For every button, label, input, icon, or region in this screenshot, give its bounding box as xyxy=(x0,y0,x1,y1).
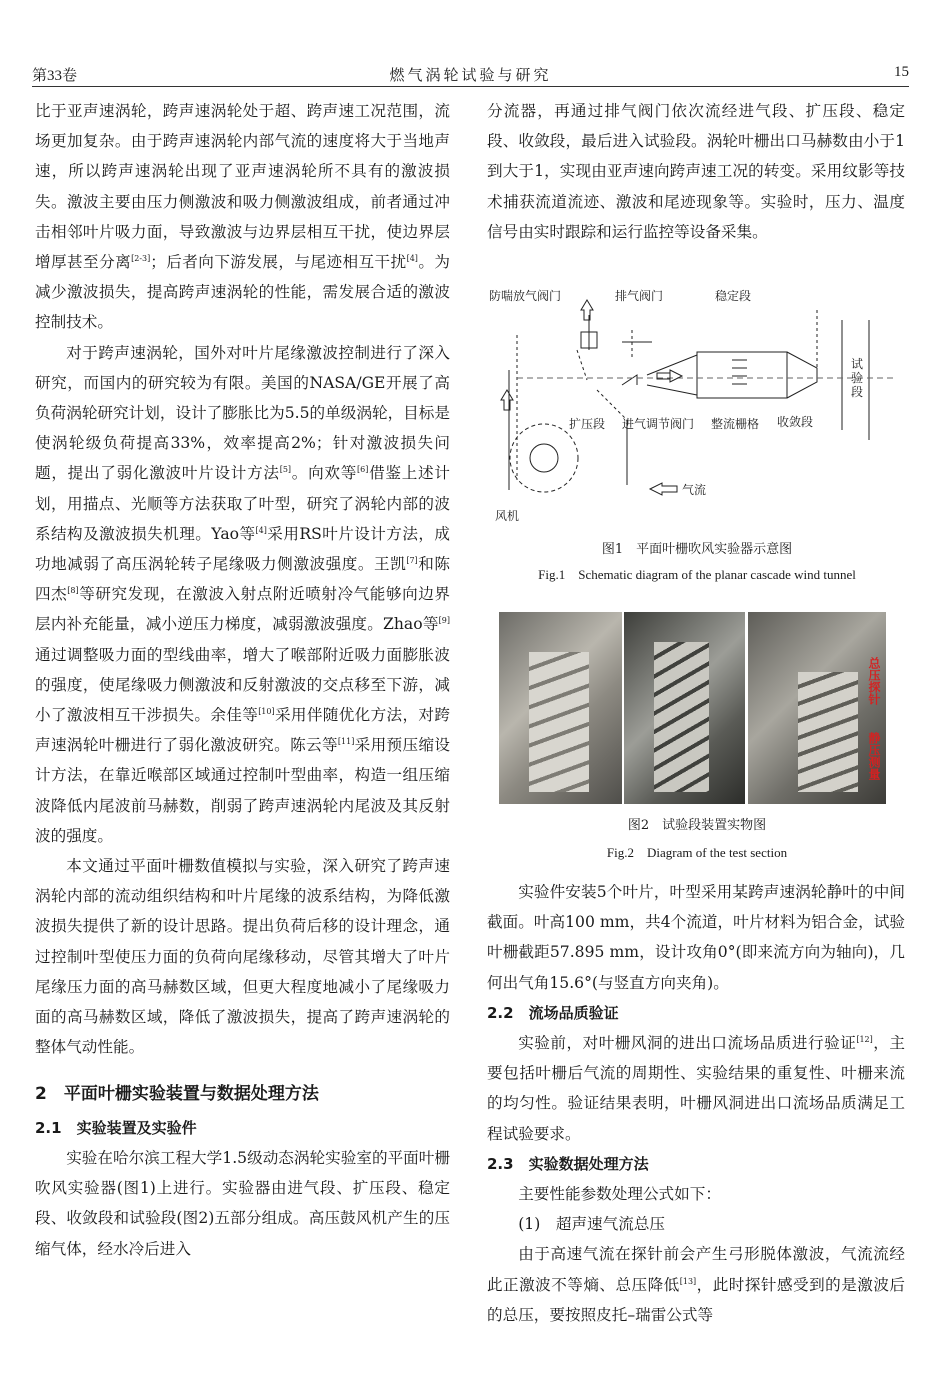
up-arrow-icon xyxy=(581,300,593,320)
right-column-top xyxy=(487,96,905,247)
label-test-3: 段 xyxy=(851,385,864,399)
paragraph: 本文通过平面叶栅数值模拟与实验，深入研究了跨声速涡轮内部的流动组织结构和叶片尾缘的波系结构，为降低激波损失提供了新的设计思路。提出负荷后移的设计理念，通过控制叶型使压力面的负荷向尾缘移动，尽管其增大了叶片尾缘压力面的高马赫数区域，但更大程度地减小了尾缘吸力面的高马赫数区域，降低了激波损失，提高了跨声速涡轮的整体气动性能。 xyxy=(35,857,450,1057)
left-column xyxy=(35,96,450,1264)
citation: [4] xyxy=(406,254,418,264)
test-section-photo-3 xyxy=(748,612,886,804)
paragraph: 分流器，再通过排气阀门依次流经进气段、扩压段、稳定段、收敛段，最后进入试验段。涡轮叶栅出口马赫数由小于1到大于1，实现由亚声速向跨声速工况的转变。采用纹影等技术捕获流道流迹、激波和尾迹现象等。实验时，压力、温度信号由实时跟踪和运行监控等设备采集。 xyxy=(487,102,905,241)
subsection-heading: 2.1 实验装置及实验件 xyxy=(35,1118,197,1137)
label-airflow: 气流 xyxy=(682,483,707,497)
section-heading: 2 平面叶栅实验装置与数据处理方法 xyxy=(35,1083,319,1104)
page-header xyxy=(32,60,909,87)
paragraph: 对于跨声速涡轮，国外对叶片尾缘激波控制进行了深入研究，而国内的研究较为有限。美国的NASA/GE开展了高负荷涡轮研究计划，设计了膨胀比为5.5的单级涡轮，目标是使涡轮级负荷提高33%，效率提高2%；针对激波损失问题，提出了弱化激波叶片设计方法[5]。向欢等[6]借鉴上述计划，用描点、光顺等方法获取了叶型，研究了涡轮内部的波系结构及激波损失机理。Yao等[4]采用RS叶片设计方法，成功地减弱了高压涡轮转子尾缘吸力侧激波强度。王凯[7]和陈四杰[8]等研究发现，在激波入射点附近喷射冷气能够向边界层内补充能量，减小逆压力梯度，减弱激波强度。Zhao等[9]通过调整吸力面的型线曲率，增大了喉部附近吸力面膨胀波的强度，使尾缘吸力侧激波和反射激波的交点移至下游，减小了激波相互干涉损失。余佳等[10]采用伴随优化方法，对跨声速涡轮叶栅进行了弱化激波研究。陈云等[11]采用预压缩设计方法，在靠近喉部区域通过控制叶型曲率，构造一组压缩波降低内尾波前马赫数，削弱了跨声速涡轮内尾波及其反射波的强度。 xyxy=(35,343,450,845)
volume-label: 第33卷 xyxy=(32,68,78,84)
right-column-bottom xyxy=(487,877,905,1330)
citation: [5] xyxy=(279,465,292,475)
citation: [10] xyxy=(258,707,275,717)
flow-arrow-icon xyxy=(657,370,682,382)
page-number: 15 xyxy=(894,64,909,80)
label-inlet-valve: 进气调节阀门 xyxy=(622,417,695,431)
figure-1 xyxy=(487,280,907,590)
paragraph: 实验件安装5个叶片，叶型采用某跨声速涡轮静叶的中间截面。叶高100 mm，共4个流道，叶片材料为铝合金，试验叶栅截距57.895 mm，设计攻角0°(即来流方向为轴向)，几何出气角15.6°(与竖直方向夹角)。 xyxy=(487,883,905,992)
label-test-2: 验 xyxy=(851,371,864,385)
label-diffuser: 扩压段 xyxy=(569,417,606,431)
citation: [4] xyxy=(255,525,267,535)
subsection-heading: 2.2 流场品质验证 xyxy=(487,1003,619,1022)
paragraph: 实验前，对叶栅风洞的进出口流场品质进行验证[12]，主要包括叶栅后气流的周期性、实验结果的重复性、叶栅来流的均匀性。验证结果表明，叶栅风洞进出口流场品质满足工程试验要求。 xyxy=(487,1034,905,1143)
label-flow-grid: 整流栅格 xyxy=(711,417,760,431)
citation: [7] xyxy=(406,556,418,566)
wind-tunnel-schematic xyxy=(487,280,907,530)
paragraph: 实验在哈尔滨工程大学1.5级动态涡轮实验室的平面叶栅吹风实验器(图1)上进行。实验器由进气段、扩压段、稳定段、收敛段和试验段(图2)五部分组成。高压鼓风机产生的压缩气体，经水冷后进入 xyxy=(35,1148,450,1258)
paragraph: 主要性能参数处理公式如下： xyxy=(518,1185,721,1204)
citation: [11] xyxy=(337,737,355,747)
citation: [12] xyxy=(856,1035,873,1045)
test-section-photo-1 xyxy=(499,612,622,804)
formula-item: (1) 超声速气流总压 xyxy=(518,1215,666,1234)
label-antisurge-valve: 防喘放气阀门 xyxy=(489,289,562,303)
airflow-arrow-icon xyxy=(650,483,677,495)
figure-2-caption-en: Fig.2 Diagram of the test section xyxy=(606,845,788,860)
label-exhaust-valve: 排气阀门 xyxy=(615,289,664,303)
figure-1-caption-en: Fig.1 Schematic diagram of the planar cascade wind tunnel xyxy=(538,567,856,582)
journal-title: 燃气涡轮试验与研究 xyxy=(389,68,552,84)
citation: [13] xyxy=(679,1276,697,1286)
paragraph: 比于亚声速涡轮，跨声速涡轮处于超、跨声速工况范围，流场更加复杂。由于跨声速涡轮内部气流的速度将大于当地声速，所以跨声速涡轮出现了亚声速涡轮所不具有的激波损失。激波主要由压力侧激波和吸力侧激波组成，前者通过冲击相邻叶片吸力面，导致激波与边界层相互干扰，使边界层增厚甚至分离[2-3]；后者向下游发展，与尾迹相互干扰[4]。为减少激波损失，提高跨声速涡轮的性能，需发展合适的激波控制技术。 xyxy=(35,102,450,332)
paragraph: 由于高速气流在探针前会产生弓形脱体激波，气流流经此正激波不等熵、总压降低[13]，此时探针感受到的是激波后的总压，要按照皮托–瑞雷公式等 xyxy=(487,1245,905,1324)
subsection-heading: 2.3 实验数据处理方法 xyxy=(487,1154,649,1173)
figure-1-caption: 图1 平面叶栅吹风实验器示意图 xyxy=(601,542,793,557)
figure-2-caption: 图2 试验段装置实物图 xyxy=(627,818,767,833)
test-section-photo-2 xyxy=(624,612,745,804)
label-fan: 风机 xyxy=(495,509,520,523)
label-test-1: 试 xyxy=(851,357,864,371)
citation: [8] xyxy=(67,586,79,596)
label-static-pressure: 静压测量 xyxy=(867,732,881,780)
citation: [6] xyxy=(357,465,369,475)
up-arrow-icon xyxy=(501,390,513,410)
label-total-pressure-probe: 总压探针 xyxy=(867,657,881,705)
label-stable-section: 稳定段 xyxy=(715,289,752,303)
label-converge: 收敛段 xyxy=(777,415,814,429)
citation: [9] xyxy=(438,616,450,626)
citation: [2-3] xyxy=(131,254,151,264)
